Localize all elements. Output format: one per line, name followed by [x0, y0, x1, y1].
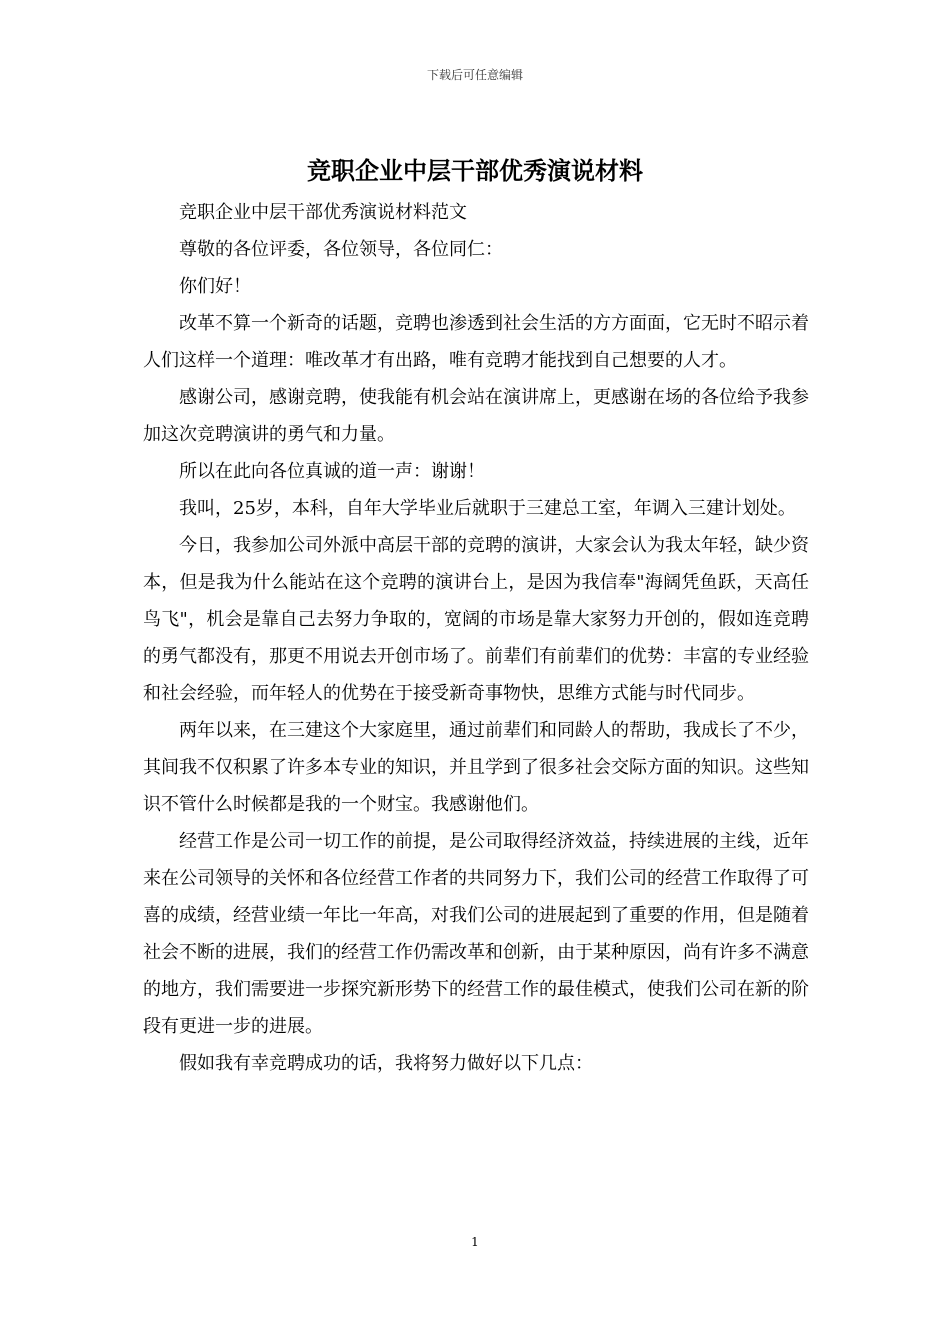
paragraph: 今日，我参加公司外派中高层干部的竞聘的演讲，大家会认为我太年轻，缺少资本，但是我为什么能站在这个竞聘的演讲台上，是因为我信奉"海阔凭鱼跃，天高任鸟飞"，机会是靠自己去努力争取的，宽阔的市场是靠大家努力开创的，假如连竞聘的勇气都没有，那更不用说去开创市场了。前辈们有前辈们的优势：丰富的专业经验和社会经验，而年轻人的优势在于接受新奇事物快，思维方式能与时代同步。 — [143, 535, 809, 704]
paragraph: 两年以来，在三建这个大家庭里，通过前辈们和同龄人的帮助，我成长了不少，其间我不仅积累了许多本专业的知识，并且学到了很多社会交际方面的知识。这些知识不管什么时候都是我的一个财宝。我感谢他们。 — [143, 720, 809, 815]
document-body — [143, 194, 809, 1082]
paragraph: 经营工作是公司一切工作的前提，是公司取得经济效益，持续进展的主线，近年来在公司领导的关怀和各位经营工作者的共同努力下，我们公司的经营工作取得了可喜的成绩，经营业绩一年比一年高，对我们公司的进展起到了重要的作用，但是随着社会不断的进展，我们的经营工作仍需改革和创新，由于某种原因，尚有许多不满意的地方，我们需要进一步探究新形势下的经营工作的最佳模式，使我们公司在新的阶段有更进一步的进展。 — [143, 831, 809, 1037]
paragraph: 你们好！ — [179, 276, 251, 297]
paragraph: 所以在此向各位真诚的道一声：谢谢！ — [179, 461, 485, 482]
page-number: 1 — [471, 1235, 479, 1249]
paragraph: 假如我有幸竞聘成功的话，我将努力做好以下几点： — [179, 1053, 593, 1074]
document-title: 竞职企业中层干部优秀演说材料 — [307, 156, 643, 185]
paragraph: 尊敬的各位评委，各位领导，各位同仁： — [179, 239, 503, 260]
header-note: 下载后可任意编辑 — [426, 68, 523, 82]
paragraph: 竞职企业中层干部优秀演说材料范文 — [179, 202, 467, 223]
paragraph: 感谢公司，感谢竞聘，使我能有机会站在演讲席上，更感谢在场的各位给予我参加这次竞聘演讲的勇气和力量。 — [143, 387, 809, 445]
paragraph: 我叫，25岁，本科，自年大学毕业后就职于三建总工室，年调入三建计划处。 — [179, 498, 796, 519]
paragraph: 改革不算一个新奇的话题，竞聘也渗透到社会生活的方方面面，它无时不昭示着人们这样一个道理：唯改革才有出路，唯有竞聘才能找到自己想要的人才。 — [143, 313, 809, 371]
